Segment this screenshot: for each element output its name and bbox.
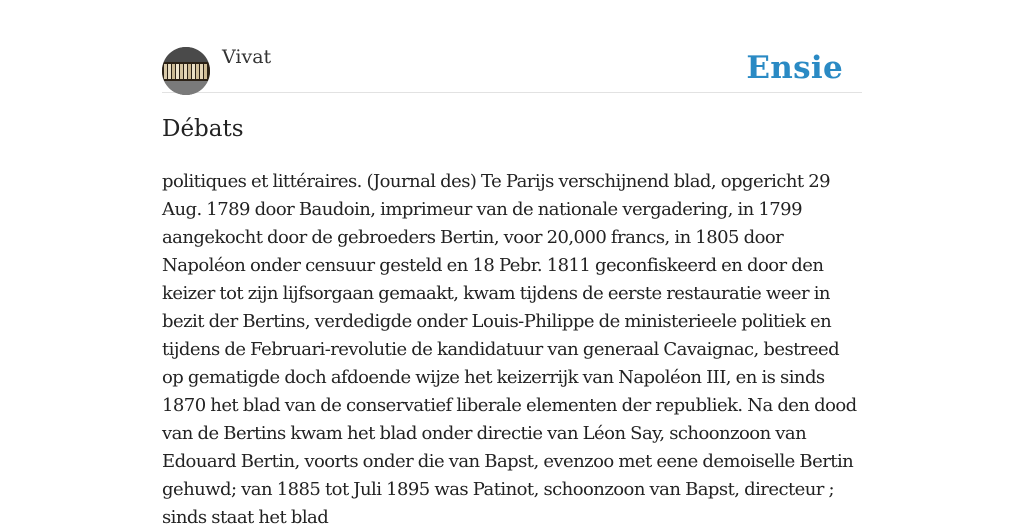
header	[162, 0, 862, 93]
avatar[interactable]	[162, 47, 210, 95]
bookshelf-avatar-icon	[162, 47, 210, 95]
user-name[interactable]: Vivat	[222, 46, 272, 68]
page-title: Débats	[162, 116, 244, 142]
brand-logo[interactable]: Ensie	[746, 50, 843, 86]
page	[162, 0, 862, 528]
article-body: politiques et littéraires. (Journal des) Te Parijs verschijnend blad, opgericht 29 Aug. 1789 door Baudoin, imprimeur van de nationale vergadering, in 1799 aangekocht door de gebroeders Bertin, voor 20,000 francs, in 1805 door Napoléon onder censuur gesteld en 18 Pebr. 1811 geconfiskeerd en door den keizer tot zijn lijfsorgaan gemaakt, kwam tijdens de eerste restauratie weer in bezit der Bertins, verdedigde onder Louis-Philippe de ministerieele politiek en tijdens de Februari-revolutie de kandidatuur van generaal Cavaignac, bestreed op gematigde doch afdoende wijze het keizerrijk van Napoléon III, en is sinds 1870 het blad van de conservatief liberale elementen der republiek. Na den dood van de Bertins kwam het blad onder directie van Léon Say, schoonzoon van Edouard Bertin, voorts onder die van Bapst, evenzoo met eene demoiselle Bertin gehuwd; van 1885 tot Juli 1895 was Patinot, schoonzoon van Bapst, directeur ; sinds staat het blad	[162, 171, 857, 528]
